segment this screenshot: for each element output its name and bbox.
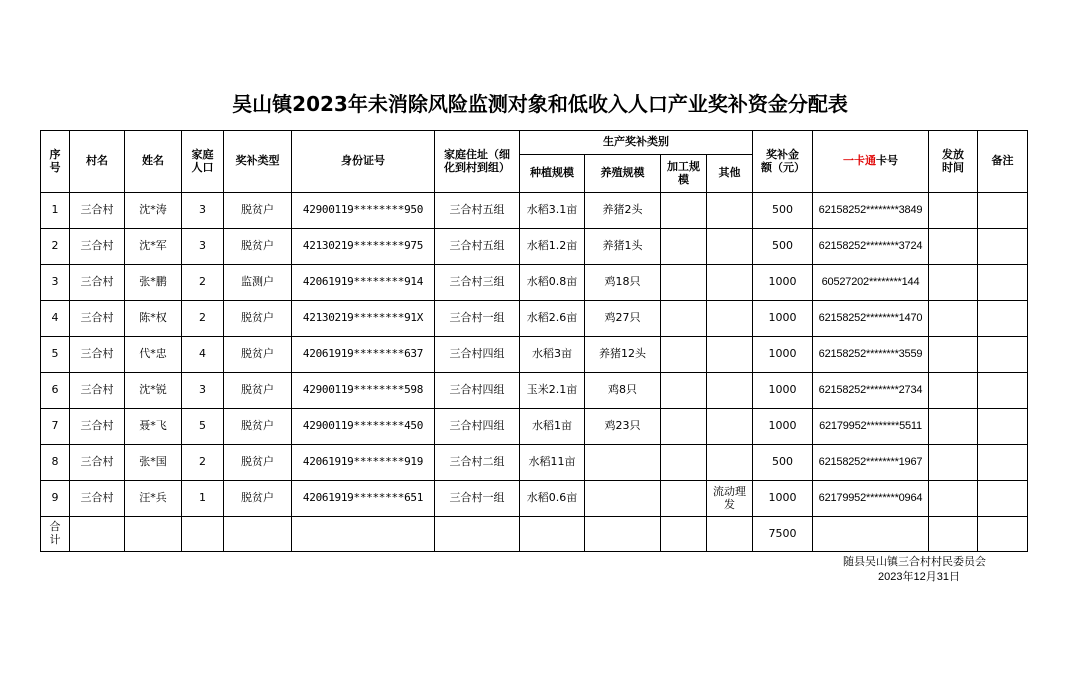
row-planting: 玉米2.1亩 (520, 373, 585, 409)
row-other (707, 409, 753, 445)
row-village: 三合村 (70, 373, 125, 409)
header-card (813, 131, 929, 193)
header-card-rest: 卡号 (876, 154, 898, 168)
row-family: 4 (182, 337, 224, 373)
row-name: 汪*兵 (125, 481, 182, 517)
row-other (707, 265, 753, 301)
allocation-table (40, 130, 1028, 552)
row-other (707, 301, 753, 337)
row-family: 1 (182, 481, 224, 517)
row-village: 三合村 (70, 301, 125, 337)
row-type: 监测户 (224, 265, 292, 301)
footer-org: 随县吴山镇三合村村民委员会 (843, 556, 986, 568)
header-remark: 备注 (978, 131, 1028, 193)
header-id: 身份证号 (292, 131, 435, 193)
row-id: 42900119********450 (292, 409, 435, 445)
row-other (707, 229, 753, 265)
row-amount: 1000 (753, 337, 813, 373)
row-planting: 水稻0.8亩 (520, 265, 585, 301)
row-address: 三合村五组 (435, 229, 520, 265)
row-time (929, 229, 978, 265)
row-address: 三合村一组 (435, 481, 520, 517)
row-type: 脱贫户 (224, 409, 292, 445)
row-time (929, 301, 978, 337)
row-amount: 500 (753, 193, 813, 229)
row-amount: 1000 (753, 481, 813, 517)
row-other: 流动理发 (707, 481, 753, 517)
row-family: 5 (182, 409, 224, 445)
row-id: 42061919********651 (292, 481, 435, 517)
row-village: 三合村 (70, 265, 125, 301)
row-family: 2 (182, 445, 224, 481)
row-seq: 2 (41, 229, 70, 265)
row-processing (661, 265, 707, 301)
row-id: 42061919********637 (292, 337, 435, 373)
row-type: 脱贫户 (224, 193, 292, 229)
row-address: 三合村二组 (435, 445, 520, 481)
row-village: 三合村 (70, 481, 125, 517)
row-breeding: 鸡23只 (585, 409, 661, 445)
row-card: 62179952********0964 (813, 481, 929, 517)
table-row (41, 337, 1028, 373)
row-family: 3 (182, 193, 224, 229)
row-planting: 水稻11亩 (520, 445, 585, 481)
row-remark (978, 445, 1028, 481)
header-seq: 序号 (41, 131, 70, 193)
row-family: 2 (182, 265, 224, 301)
header-name: 姓名 (125, 131, 182, 193)
row-card: 62158252********2734 (813, 373, 929, 409)
row-amount: 1000 (753, 301, 813, 337)
row-other (707, 337, 753, 373)
row-id: 42900119********598 (292, 373, 435, 409)
row-processing (661, 481, 707, 517)
row-name: 沈*锐 (125, 373, 182, 409)
row-amount: 500 (753, 229, 813, 265)
row-processing (661, 193, 707, 229)
row-processing (661, 445, 707, 481)
row-card: 62158252********3559 (813, 337, 929, 373)
row-processing (661, 373, 707, 409)
table-row (41, 193, 1028, 229)
row-processing (661, 229, 707, 265)
row-planting: 水稻0.6亩 (520, 481, 585, 517)
page-title: 吴山镇2023年未消除风险监测对象和低收入人口产业奖补资金分配表 (232, 92, 848, 116)
row-breeding: 养猪1头 (585, 229, 661, 265)
table-row (41, 409, 1028, 445)
row-time (929, 409, 978, 445)
row-name: 张*鹏 (125, 265, 182, 301)
row-address: 三合村四组 (435, 373, 520, 409)
total-amount: 7500 (753, 517, 813, 552)
row-remark (978, 193, 1028, 229)
row-seq: 3 (41, 265, 70, 301)
header-amount: 奖补金额（元） (753, 131, 813, 193)
row-seq: 8 (41, 445, 70, 481)
header-breeding: 养殖规模 (585, 155, 661, 193)
row-remark (978, 481, 1028, 517)
row-type: 脱贫户 (224, 481, 292, 517)
row-id: 42061919********914 (292, 265, 435, 301)
row-time (929, 193, 978, 229)
header-time: 发放时间 (929, 131, 978, 193)
row-breeding: 鸡8只 (585, 373, 661, 409)
row-id: 42130219********91X (292, 301, 435, 337)
row-address: 三合村五组 (435, 193, 520, 229)
row-time (929, 445, 978, 481)
row-planting: 水稻1.2亩 (520, 229, 585, 265)
row-remark (978, 301, 1028, 337)
row-village: 三合村 (70, 229, 125, 265)
row-other (707, 373, 753, 409)
table-row (41, 265, 1028, 301)
header-address: 家庭住址（细化到村到组） (435, 131, 520, 193)
row-village: 三合村 (70, 337, 125, 373)
row-village: 三合村 (70, 193, 125, 229)
header-planting: 种植规模 (520, 155, 585, 193)
row-type: 脱贫户 (224, 301, 292, 337)
header-processing: 加工规模 (661, 155, 707, 193)
row-card: 60527202********144 (813, 265, 929, 301)
row-seq: 9 (41, 481, 70, 517)
row-remark (978, 337, 1028, 373)
row-card: 62158252********3724 (813, 229, 929, 265)
row-planting: 水稻2.6亩 (520, 301, 585, 337)
row-other (707, 193, 753, 229)
row-seq: 5 (41, 337, 70, 373)
row-village: 三合村 (70, 445, 125, 481)
row-processing (661, 337, 707, 373)
header-category: 生产奖补类别 (520, 131, 753, 155)
row-seq: 6 (41, 373, 70, 409)
row-time (929, 481, 978, 517)
row-remark (978, 373, 1028, 409)
row-breeding (585, 481, 661, 517)
row-type: 脱贫户 (224, 373, 292, 409)
row-breeding: 养猪12头 (585, 337, 661, 373)
row-id: 42130219********975 (292, 229, 435, 265)
row-card: 62179952********5511 (813, 409, 929, 445)
row-name: 沈*军 (125, 229, 182, 265)
row-seq: 4 (41, 301, 70, 337)
row-id: 42900119********950 (292, 193, 435, 229)
row-time (929, 373, 978, 409)
total-label: 合计 (41, 517, 70, 552)
header-family: 家庭人口 (182, 131, 224, 193)
row-type: 脱贫户 (224, 337, 292, 373)
row-planting: 水稻3亩 (520, 337, 585, 373)
row-planting: 水稻3.1亩 (520, 193, 585, 229)
row-name: 陈*权 (125, 301, 182, 337)
row-time (929, 265, 978, 301)
header-type: 奖补类型 (224, 131, 292, 193)
table-row (41, 301, 1028, 337)
row-id: 42061919********919 (292, 445, 435, 481)
table-row (41, 445, 1028, 481)
row-village: 三合村 (70, 409, 125, 445)
row-amount: 500 (753, 445, 813, 481)
row-other (707, 445, 753, 481)
header-card-red: 一卡通 (843, 154, 876, 168)
row-breeding (585, 445, 661, 481)
row-name: 聂*飞 (125, 409, 182, 445)
row-type: 脱贫户 (224, 445, 292, 481)
row-amount: 1000 (753, 373, 813, 409)
row-type: 脱贫户 (224, 229, 292, 265)
row-processing (661, 409, 707, 445)
row-name: 代*忠 (125, 337, 182, 373)
row-time (929, 337, 978, 373)
header-village: 村名 (70, 131, 125, 193)
row-address: 三合村一组 (435, 301, 520, 337)
row-address: 三合村四组 (435, 409, 520, 445)
row-card: 62158252********3849 (813, 193, 929, 229)
row-amount: 1000 (753, 265, 813, 301)
table-row (41, 373, 1028, 409)
row-breeding: 鸡27只 (585, 301, 661, 337)
row-remark (978, 229, 1028, 265)
row-breeding: 养猪2头 (585, 193, 661, 229)
row-family: 2 (182, 301, 224, 337)
row-card: 62158252********1470 (813, 301, 929, 337)
row-processing (661, 301, 707, 337)
row-card: 62158252********1967 (813, 445, 929, 481)
header-other: 其他 (707, 155, 753, 193)
row-remark (978, 265, 1028, 301)
row-seq: 1 (41, 193, 70, 229)
row-address: 三合村四组 (435, 337, 520, 373)
table-row (41, 229, 1028, 265)
row-breeding: 鸡18只 (585, 265, 661, 301)
row-amount: 1000 (753, 409, 813, 445)
table-row (41, 481, 1028, 517)
row-family: 3 (182, 229, 224, 265)
row-seq: 7 (41, 409, 70, 445)
footer-date: 2023年12月31日 (878, 571, 960, 583)
row-name: 沈*涛 (125, 193, 182, 229)
row-planting: 水稻1亩 (520, 409, 585, 445)
row-name: 张*国 (125, 445, 182, 481)
row-remark (978, 409, 1028, 445)
row-address: 三合村三组 (435, 265, 520, 301)
row-family: 3 (182, 373, 224, 409)
